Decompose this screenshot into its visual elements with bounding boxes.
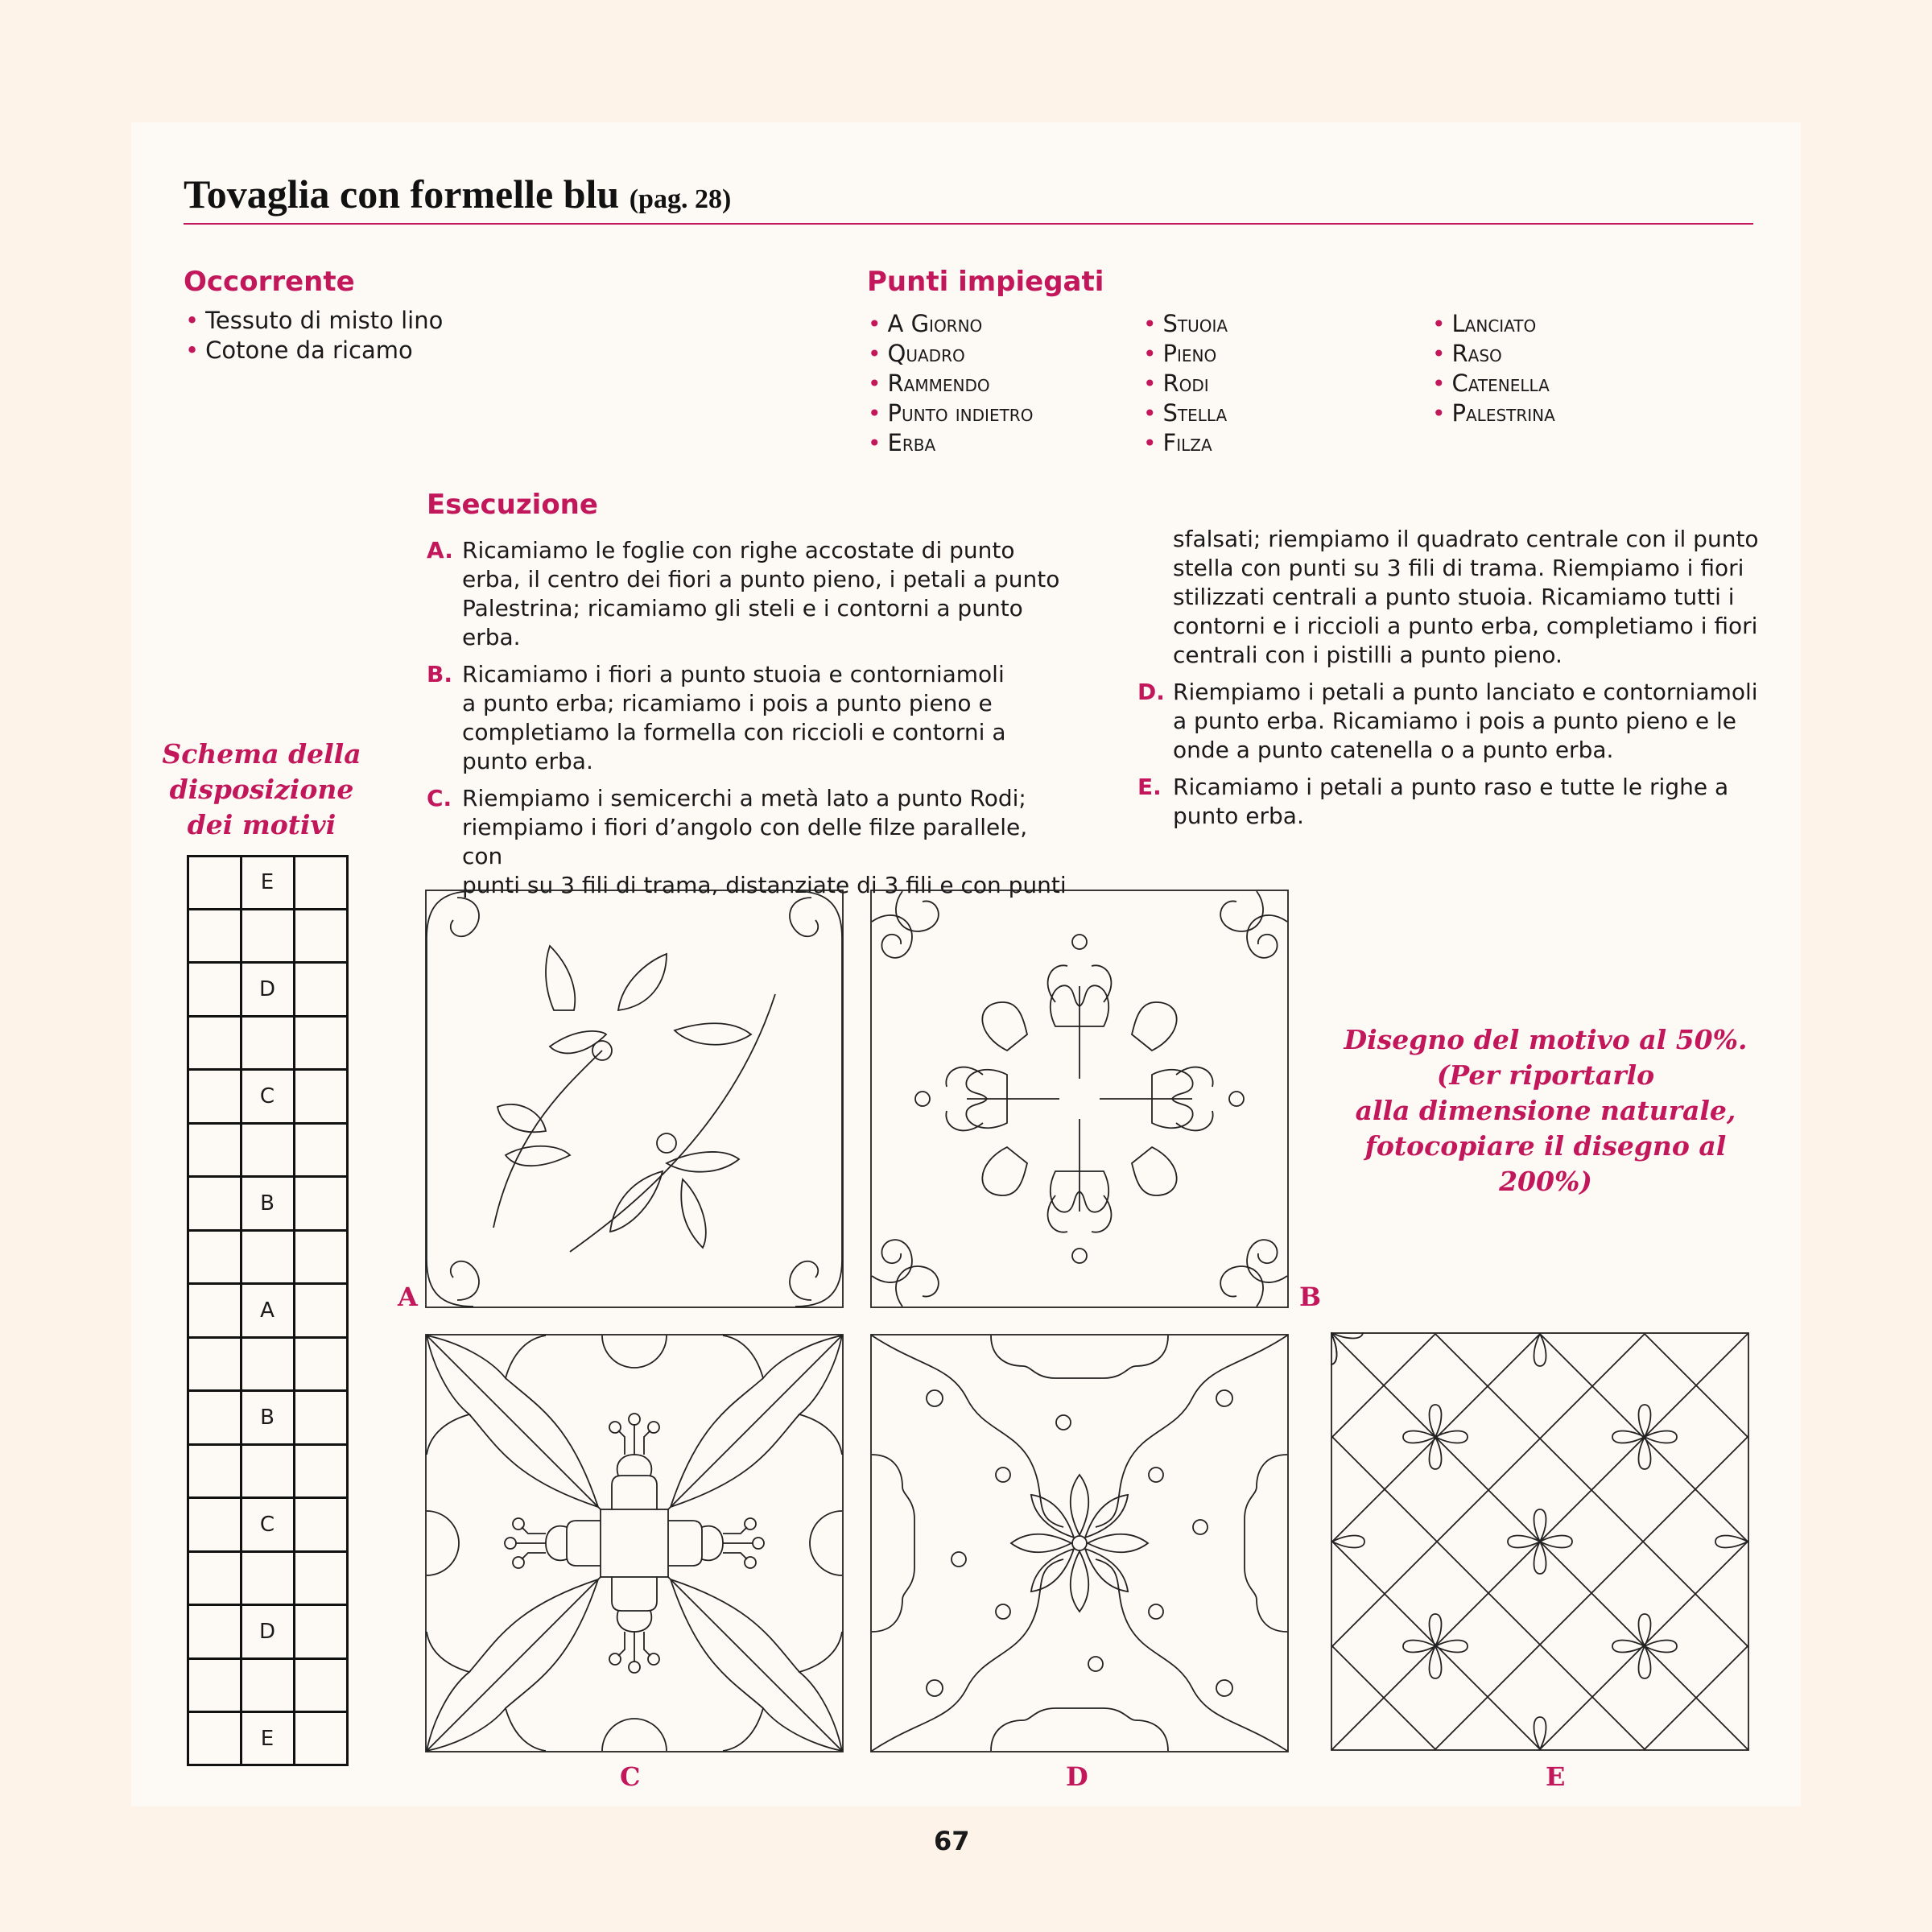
schema-cell — [293, 1550, 349, 1606]
schema-cell — [240, 1550, 295, 1606]
step-b: B. Ricamiamo i fiori a punto stuoia e contorniamoli a punto erba; ricamiamo i pois a punto pieno e completiamo la formella con riccioli e contorni a punto erba. — [427, 661, 1006, 774]
schema-cell: D — [240, 961, 295, 1017]
schema-cell — [240, 1122, 295, 1178]
step-c-continued: sfalsati; riempiamo il quadrato centrale con il punto stella con punti su 3 fili di trama. Riempiamo i fiori stilizzati centrali a punto stuoia. Ricamiamo tutti i contorni e i riccioli a punto erba, completiamo i fiori centrali con i pistilli a punto pieno. — [1173, 526, 1759, 668]
tile-e-pattern — [1331, 1332, 1749, 1751]
schema-row — [188, 963, 347, 1016]
list-item: • Pieno — [1143, 340, 1217, 367]
schema-cell — [293, 1282, 349, 1338]
schema-cell: E — [240, 855, 295, 910]
esecuzione-col-right — [1137, 525, 1765, 839]
schema-cell — [240, 908, 295, 964]
schema-cell: C — [240, 1068, 295, 1124]
schema-cell — [187, 1389, 242, 1445]
schema-cell — [187, 1175, 242, 1231]
schema-cell — [187, 1711, 242, 1766]
schema-cell — [187, 1336, 242, 1392]
step-e: E. Ricamiamo i petali a punto raso e tutte le righe a punto erba. — [1137, 774, 1729, 829]
schema-cell — [293, 1336, 349, 1392]
schema-row — [188, 1712, 347, 1765]
schema-caption: Schema della disposizione dei motivi — [162, 738, 361, 840]
schema-cell — [187, 1443, 242, 1499]
page-title — [184, 171, 731, 217]
schema-cell — [293, 1068, 349, 1124]
schema-cell — [293, 1711, 349, 1766]
schema-cell: C — [240, 1496, 295, 1552]
schema-cell — [293, 1389, 349, 1445]
schema-row — [188, 1230, 347, 1283]
title-main: Tovaglia con formelle blu — [184, 171, 620, 217]
punti-list-col3 — [1432, 309, 1555, 428]
schema-row — [188, 1123, 347, 1176]
schema-cell — [293, 1229, 349, 1285]
schema-row — [188, 1605, 347, 1658]
list-item: • Raso — [1432, 340, 1502, 367]
title-rule — [184, 223, 1753, 225]
schema-cell — [187, 961, 242, 1017]
schema-cell — [293, 908, 349, 964]
list-item: • Erba — [868, 429, 936, 456]
schema-cell — [293, 961, 349, 1017]
punti-list-col1 — [868, 309, 1033, 458]
schema-grid — [188, 856, 347, 1765]
schema-cell — [187, 1068, 242, 1124]
list-item: • Rammendo — [868, 369, 990, 397]
schema-cell — [240, 1336, 295, 1392]
list-item: • Punto indietro — [868, 399, 1034, 427]
schema-cell — [293, 1122, 349, 1178]
step-d: D. Riempiamo i petali a punto lanciato e contorniamoli a punto erba. Ricamiamo i pois a punto pieno e le onde a punto catenella o a punto erba. — [1137, 679, 1758, 763]
schema-cell — [293, 1496, 349, 1552]
schema-row — [188, 1070, 347, 1123]
schema-cell — [187, 1550, 242, 1606]
list-item: • Stella — [1143, 399, 1228, 427]
schema-row — [188, 1337, 347, 1390]
occorrente-list — [185, 306, 443, 365]
step-a: A. Ricamiamo le foglie con righe accostate di punto erba, il centro dei fiori a punto pieno, i petali a punto Palestrina; ricamiamo gli steli e i contorni a punto erba. — [427, 537, 1060, 650]
schema-row — [188, 1551, 347, 1604]
schema-cell — [187, 1015, 242, 1071]
schema-row — [188, 1284, 347, 1337]
list-item: • A Giorno — [868, 310, 983, 337]
list-item: • Tessuto di misto lino — [185, 307, 444, 334]
tile-c-label: C — [620, 1761, 641, 1792]
schema-cell — [240, 1657, 295, 1713]
schema-cell: E — [240, 1711, 295, 1766]
schema-cell — [293, 855, 349, 910]
list-item: • Cotone da ricamo — [185, 336, 413, 364]
tile-d-pattern — [870, 1334, 1289, 1752]
list-item: • Lanciato — [1432, 310, 1537, 337]
schema-cell: B — [240, 1175, 295, 1231]
schema-cell — [187, 1657, 242, 1713]
page-number: 67 — [934, 1826, 970, 1856]
punti-list-col2 — [1143, 309, 1228, 458]
schema-cell: B — [240, 1389, 295, 1445]
list-item: • Catenella — [1432, 369, 1550, 397]
list-item: • Palestrina — [1432, 399, 1555, 427]
schema-cell — [187, 1229, 242, 1285]
schema-row — [188, 1016, 347, 1069]
schema-cell — [187, 1604, 242, 1659]
esecuzione-heading: Esecuzione — [427, 489, 598, 521]
list-item: • Rodi — [1143, 369, 1209, 397]
schema-cell — [293, 1443, 349, 1499]
tile-a-pattern — [425, 890, 844, 1308]
occorrente-heading: Occorrente — [184, 266, 355, 298]
list-item: • Filza — [1143, 429, 1212, 456]
schema-row — [188, 1391, 347, 1444]
tile-a-label: A — [398, 1282, 418, 1312]
disegno-note: Disegno del motivo al 50%. (Per riportarlo alla dimensione naturale, fotocopiare il disegno al 200%) — [1344, 1024, 1748, 1197]
schema-cell — [293, 1604, 349, 1659]
tile-b-label: B — [1299, 1282, 1322, 1312]
schema-cell — [240, 1443, 295, 1499]
schema-row — [188, 1658, 347, 1711]
esecuzione-col-left — [427, 536, 1071, 908]
schema-cell — [187, 1282, 242, 1338]
schema-cell — [293, 1015, 349, 1071]
tile-c-pattern — [425, 1334, 844, 1752]
schema-cell — [187, 1496, 242, 1552]
schema-cell: D — [240, 1604, 295, 1659]
list-item: • Stuoia — [1143, 310, 1228, 337]
schema-cell: A — [240, 1282, 295, 1338]
schema-cell — [240, 1015, 295, 1071]
punti-heading: Punti impiegati — [867, 266, 1104, 298]
schema-cell — [293, 1657, 349, 1713]
schema-cell — [240, 1229, 295, 1285]
schema-row — [188, 1444, 347, 1497]
schema-row — [188, 1177, 347, 1230]
schema-cell — [187, 1122, 242, 1178]
schema-cell — [187, 908, 242, 964]
tile-b-pattern — [870, 890, 1289, 1308]
schema-cell — [293, 1175, 349, 1231]
title-page-ref: (pag. 28) — [629, 184, 732, 214]
schema-row — [188, 856, 347, 909]
tile-d-label: D — [1066, 1761, 1088, 1792]
step-c: C. Riempiamo i semicerchi a metà lato a punto Rodi; riempiamo i fiori d’angolo con delle filze parallele, con punti su 3 fili di trama, distanziate di 3 fili e con punti — [427, 785, 1067, 898]
schema-cell — [187, 855, 242, 910]
schema-row — [188, 909, 347, 962]
schema-row — [188, 1498, 347, 1551]
list-item: • Quadro — [868, 340, 965, 367]
tile-e-label: E — [1546, 1761, 1566, 1792]
